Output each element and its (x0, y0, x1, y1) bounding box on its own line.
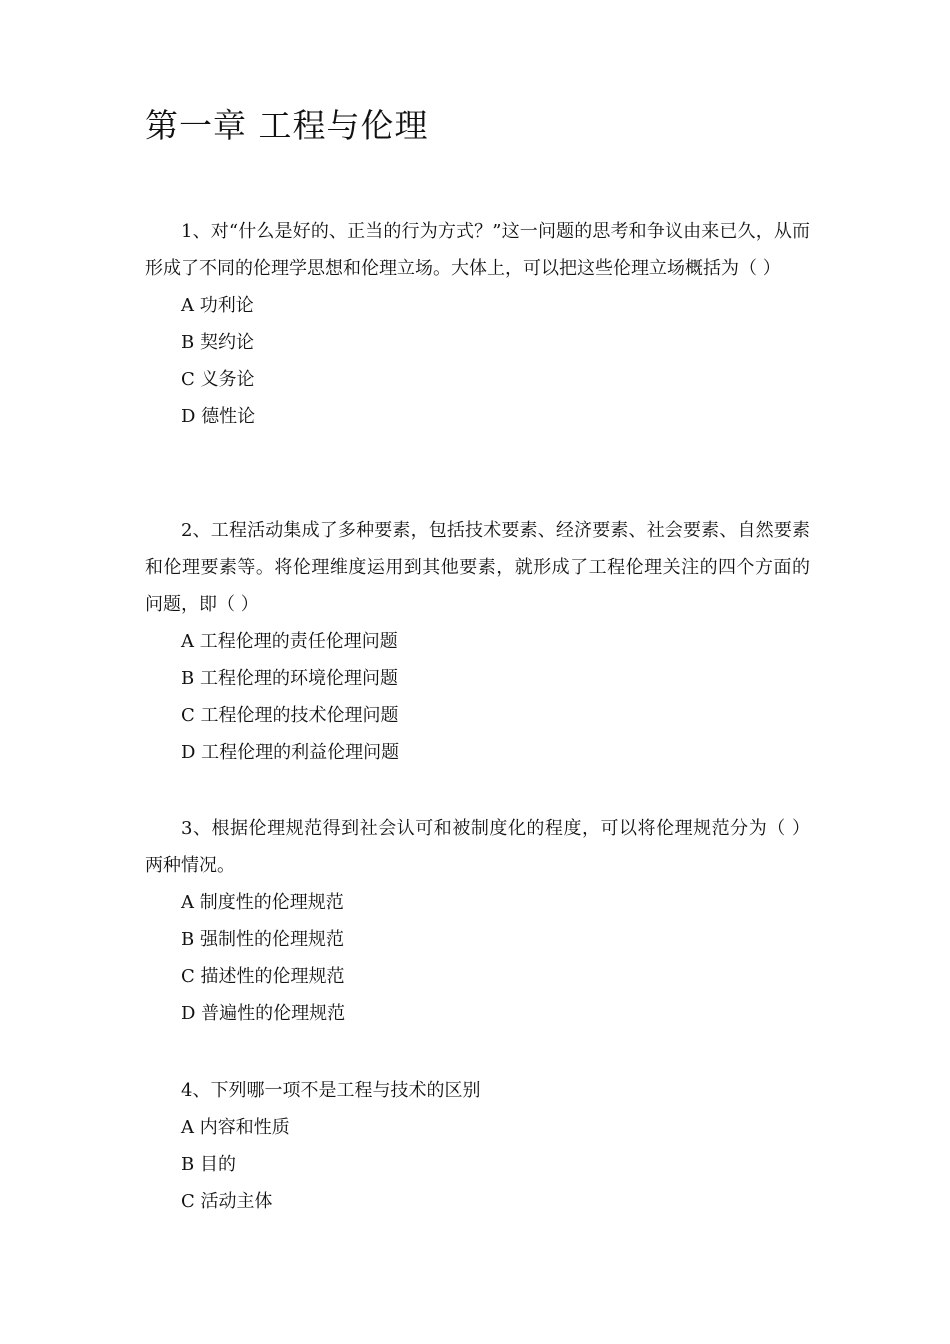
option-d: D 工程伦理的利益伦理问题 (181, 742, 400, 763)
question-text: 2、工程活动集成了多种要素，包括技术要素、经济要素、社会要素、自然要素和伦理要素等。将伦理维度运用到其他要素，就形成了工程伦理关注的四个方面的问题，即（ ） (145, 520, 810, 615)
option-d: D 普遍性的伦理规范 (181, 1003, 346, 1024)
question-4 (145, 1072, 810, 1220)
question-text: 1、对“什么是好的、正当的行为方式？”这一问题的思考和争议由来已久，从而形成了不同的伦理学思想和伦理立场。大体上，可以把这些伦理立场概括为（ ） (145, 221, 810, 279)
question-text: 3、根据伦理规范得到社会认可和被制度化的程度，可以将伦理规范分为（ ）两种情况。 (145, 818, 810, 876)
chapter-title: 第一章 工程与伦理 (145, 106, 429, 145)
option-a: A 内容和性质 (181, 1117, 290, 1138)
option-b: B 契约论 (181, 332, 254, 353)
option-c: C 活动主体 (181, 1191, 273, 1212)
option-a: A 制度性的伦理规范 (181, 892, 344, 913)
option-a: A 功利论 (181, 295, 254, 316)
option-b: B 工程伦理的环境伦理问题 (181, 668, 398, 689)
question-1 (145, 213, 810, 435)
option-b: B 强制性的伦理规范 (181, 929, 344, 950)
option-b: B 目的 (181, 1154, 236, 1175)
option-c: C 义务论 (181, 369, 255, 390)
question-2 (145, 512, 810, 771)
option-d: D 德性论 (181, 406, 256, 427)
question-text: 4、下列哪一项不是工程与技术的区别 (181, 1080, 481, 1101)
option-a: A 工程伦理的责任伦理问题 (181, 631, 398, 652)
question-3 (145, 810, 810, 1032)
option-c: C 描述性的伦理规范 (181, 966, 345, 987)
option-c: C 工程伦理的技术伦理问题 (181, 705, 399, 726)
